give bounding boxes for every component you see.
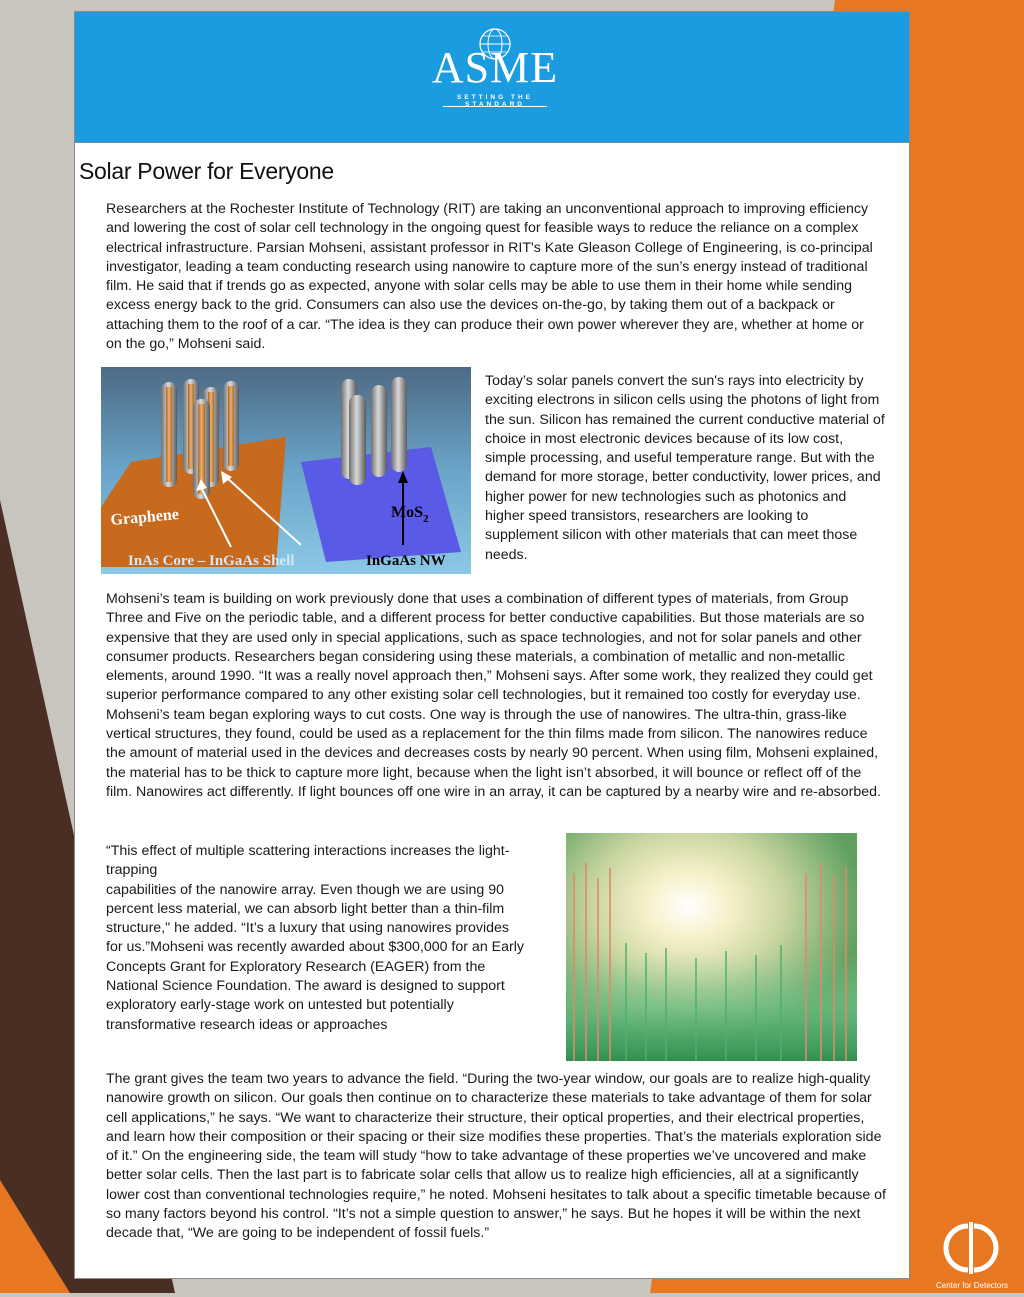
paragraph-quote-line-2: capabilities of the nanowire array. Even though we are using 90 percent less material, we can absorb light better than a thin-film structure," he added. “It’s a luxury that using nanowires provides for us.”Mohseni was recently awarded about $300,000 for an Early Concepts Grant for Exploratory Research (EAGER) from the National Science Foundation. The award is designed to support exploratory early-stage work on untested but potentially transformative research ideas or approaches xyxy=(106,881,524,1033)
article-title: Solar Power for Everyone xyxy=(79,158,334,184)
paragraph-quote-line-1: “This effect of multiple scattering interactions increases the light-trapping xyxy=(106,843,510,879)
paragraph-team: Mohseni’s team is building on work previously done that uses a combination of different types of materials, from Group Three and Five on the periodic table, and a different process for better conductive capabilities. But those materials are so expensive that they are used only in special applications, such as space technologies, and not for solar panels and other consumer products. Researchers began considering using these materials, a combination of metallic and non-metallic elements, around 1990. “It was a really novel approach then,” Mohseni says. After some work, they realized they could get superior performance compared to any other existing solar cell technologies, but it remained too costly for everyday use. Mohseni’s team began exploring ways to cut costs. One way is through the use of nanowires. The ultra-thin, grass-like vertical structures, they found, could be used as a replacement for the thin films made from silicon. The nanowires reduce the amount of material used in the devices and decreases costs by nearly 90 percent. When using film, Mohseni explained, the material has to be thick to capture more light, because when the light isn’t absorbed, it will bounce or reflect off of the film. Nanowires act differently. If light bounces off one wire in an array, it can be captured by a nearby wire and re-absorbed. xyxy=(106,591,881,800)
header-banner xyxy=(75,12,909,143)
ingaas-nanowires xyxy=(341,377,407,485)
nanowire-photo xyxy=(566,833,857,1061)
nanowire-diagram xyxy=(101,367,471,574)
paragraph-grant: The grant gives the team two years to advance the field. “During the two-year window, our goals are to realize high-quality nanowire growth on silicon. Our goals then continue on to characterize these materials to take advantage of them for solar cell applications,” he says. “We want to characterize their structure, their optical properties, and their electrical properties, and learn how their composition or their spacing or their size modifies these properties. That’s the materials exploration side of it.” On the engineering side, the team will study “how to take advantage of these properties we’ve uncovered and make better solar cells. Then the last part is to fabricate solar cells that allow us to realize high efficiencies, all at a significantly lower cost than conventional technologies require,” he noted. Mohseni hesitates to talk about a specific timetable because of so many factors beyond his control. “It’s not a simple question to answer,” he says. But he hopes it will be within the next decade that, “We are going to be independent of fossil fuels.” xyxy=(106,1071,886,1242)
paragraph-silicon: Today’s solar panels convert the sun's rays into electricity by exciting electrons in silicon cells using the photons of light from the sun. Silicon has remained the current conductive material of choice in most electronic devices because of its low cost, simple processing, and useful temperature range. But with the demand for more storage, better conductivity, lower prices, and higher power for new technologies such as photonics and higher speed transistors, researchers are looking to supplement silicon with other materials that can meet those needs. xyxy=(485,373,885,563)
asme-logo xyxy=(425,26,565,116)
label-mos2-text: MoS xyxy=(391,504,423,521)
newsletter-page xyxy=(74,11,910,1279)
label-mos2-subscript: 2 xyxy=(423,513,429,525)
cfd-logo xyxy=(930,1218,1014,1292)
paragraph-quote xyxy=(106,842,526,1035)
cfd-caption: Center for Detectors xyxy=(935,1281,1009,1290)
logo-wordmark: ASME xyxy=(431,43,559,92)
label-graphene: Graphene xyxy=(109,506,180,529)
label-ingaas-nw: InGaAs NW xyxy=(366,553,446,569)
cfd-logo-icon xyxy=(930,1218,1014,1292)
label-core-shell: InAs Core – InGaAs Shell xyxy=(128,553,295,569)
logo-tagline: SETTING THE STANDARD xyxy=(457,94,533,108)
paragraph-intro: Researchers at the Rochester Institute of Technology (RIT) are taking an unconventional approach to improving efficiency and lowering the cost of solar cell technology in the ongoing quest for feasible ways to reduce the reliance on a complex electrical infrastructure. Parsian Mohseni, assistant professor in RIT's Kate Gleason College of Engineering, is co-principal investigator, leading a team conducting research using nanowire to capture more of the sun’s energy instead of traditional film. He said that if trends go as expected, anyone with solar cells may be able to use them in their home while sending excess energy back to the grid. Consumers can also use the devices on-the-go, by taking them out of a backpack or attaching them to the roof of a car. “The idea is they can produce their own power wherever they are, whether at home or on the go,” Mohseni said. xyxy=(106,201,873,353)
